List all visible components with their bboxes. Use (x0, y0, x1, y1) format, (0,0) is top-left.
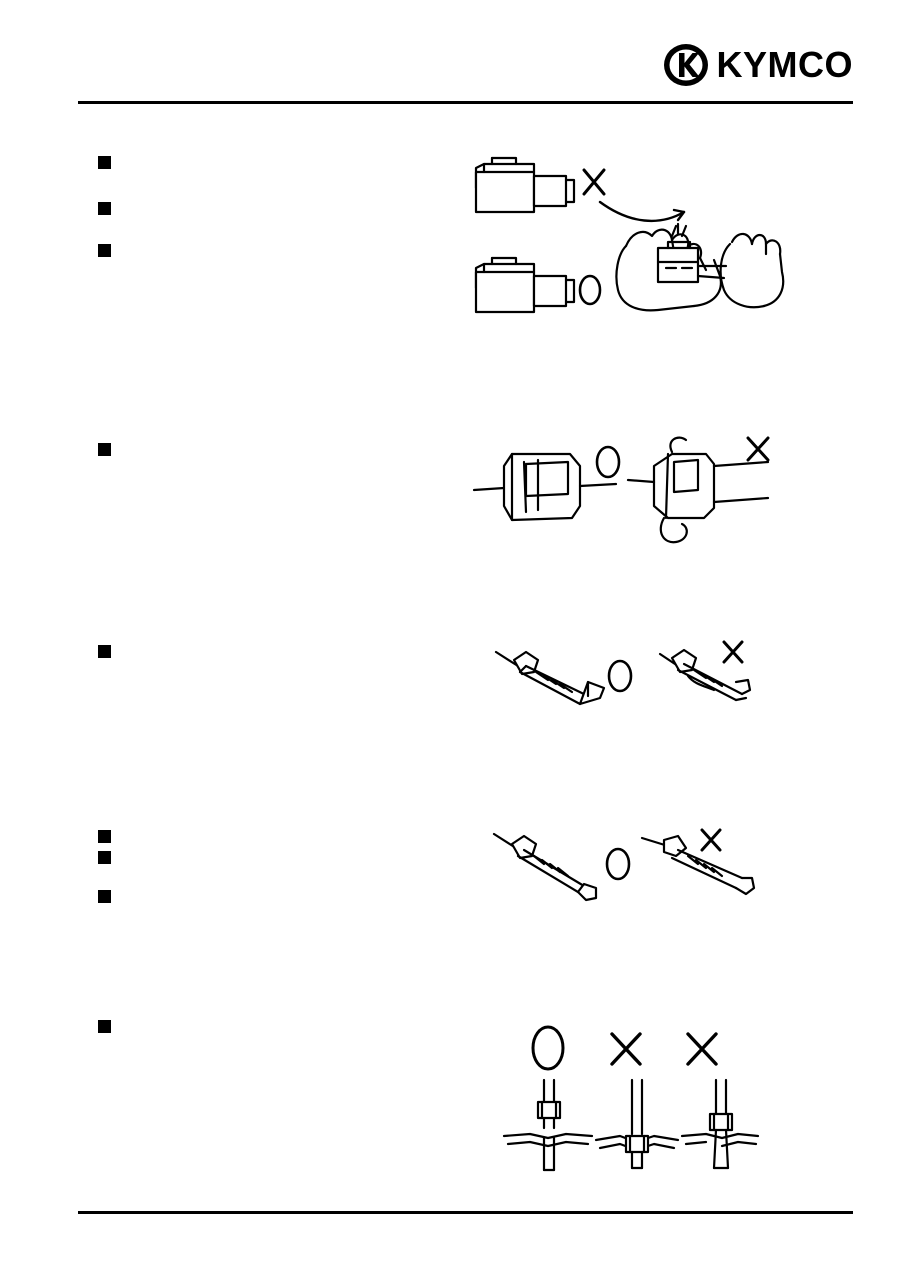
bullet-3 (98, 244, 111, 257)
bullet-6 (98, 830, 111, 843)
bullet-1 (98, 156, 111, 169)
brand-logo (663, 42, 854, 88)
header-divider (78, 101, 853, 104)
bullet-2 (98, 202, 111, 215)
brand-name: KYMCO (716, 44, 853, 85)
figure-wire-band-clamp (500, 1018, 760, 1178)
bullet-4 (98, 443, 111, 456)
figure-terminal-crimp (492, 638, 762, 748)
kymco-k-roundel-icon (663, 42, 709, 88)
figure-connector-boot (468, 432, 788, 552)
bullet-7 (98, 851, 111, 864)
figure-connector-coupling (462, 150, 792, 350)
bullet-5 (98, 645, 111, 658)
footer-divider (78, 1211, 853, 1214)
figure-terminal-insulation-crimp (492, 826, 762, 936)
bullet-8 (98, 890, 111, 903)
bullet-9 (98, 1020, 111, 1033)
